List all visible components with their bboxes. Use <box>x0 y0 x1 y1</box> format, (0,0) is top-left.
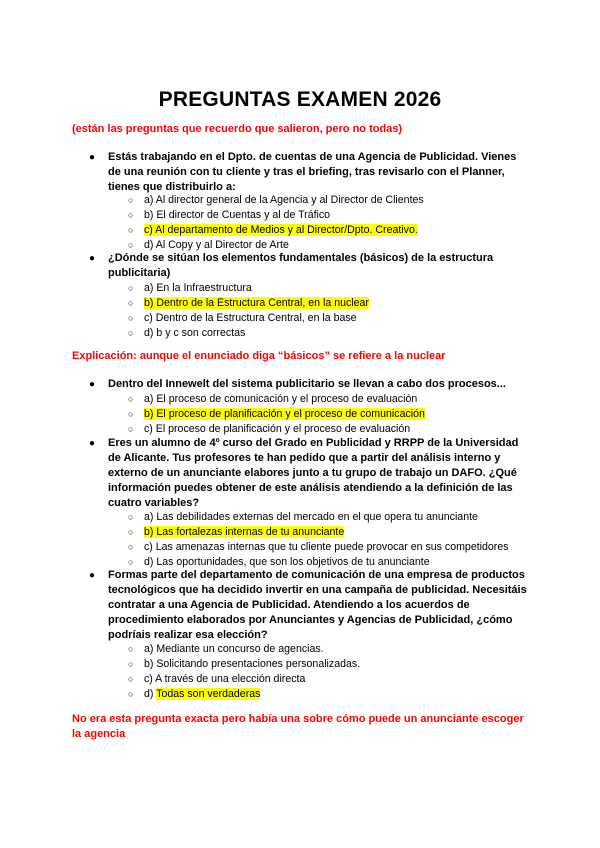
circle-bullet-icon: ○ <box>128 283 134 293</box>
options-3 <box>128 392 544 437</box>
bullet-icon: ● <box>89 570 96 581</box>
circle-bullet-icon: ○ <box>128 195 134 205</box>
circle-bullet-icon: ○ <box>128 240 134 250</box>
options-2 <box>128 281 544 341</box>
options-4 <box>128 510 544 570</box>
option: ○ b) Solicitando presentaciones personalizadas. <box>128 658 361 670</box>
option: ○ a) Mediante un concurso de agencias. <box>128 643 324 655</box>
options-1 <box>128 193 544 253</box>
circle-bullet-icon: ○ <box>128 424 134 434</box>
circle-bullet-icon: ○ <box>128 527 134 537</box>
option: ○ a) Las debilidades externas del mercado en el que opera tu anunciante <box>128 511 478 523</box>
option-highlighted <box>128 407 544 422</box>
circle-bullet-icon: ○ <box>128 328 134 338</box>
circle-bullet-icon: ○ <box>128 689 134 699</box>
question-4 <box>89 436 528 511</box>
question-text: Eres un alumno de 4º curso del Grado en Publicidad y RRPP de la Universidad de Alicante. Tus profesores te han pedido que a partir del análisis interno y externo de un anunciante elabores junto a tu grupo de trabajo un DAFO. ¿Qué información puedes obtener de este análisis atendiendo a la definición de las cuatro variables? <box>108 437 519 509</box>
highlighted-answer: b) Las fortalezas internas de tu anunciante <box>144 526 345 538</box>
circle-bullet-icon: ○ <box>128 298 134 308</box>
circle-bullet-icon: ○ <box>128 210 134 220</box>
highlighted-answer: b) Dentro de la Estructura Central, en la nuclear <box>144 297 369 309</box>
explanation-note: Explicación: aunque el enunciado diga “básicos” se refiere a la nuclear <box>72 350 446 362</box>
question-text: Estás trabajando en el Dpto. de cuentas de una Agencia de Publicidad. Vienes de una reunión con tu cliente y tras el briefing, tras revisarlo con el Planner, tienes que distribuirlo a: <box>108 151 517 193</box>
option: ○ a) El proceso de comunicación y el proceso de evaluación <box>128 393 418 405</box>
option: ○ a) En la Infraestructura <box>128 282 252 294</box>
final-note: No era esta pregunta exacta pero había una sobre cómo puede un anunciante escoger la agencia <box>72 713 524 740</box>
circle-bullet-icon: ○ <box>128 644 134 654</box>
intro-note: (están las preguntas que recuerdo que salieron, pero no todas) <box>72 123 403 135</box>
bullet-icon: ● <box>89 152 96 163</box>
option-highlighted: ○ d) Todas son verdaderas <box>128 688 261 700</box>
option: ○ c) Las amenazas internas que tu cliente puede provocar en sus competidores <box>128 541 509 553</box>
question-5 <box>89 568 528 643</box>
question-text: Formas parte del departamento de comunicación de una empresa de productos tecnológicos que ha decidido invertir en una campaña de publicidad. Necesitáis contratar a una Agencia de Publicidad. Atendiendo a los acuerdos de procedimiento elaborados por Anunciantes y Agencias de Publicidad, ¿cómo podríais realizar esa elección? <box>108 569 527 641</box>
option-highlighted <box>128 223 544 238</box>
option: ○ c) A través de una elección directa <box>128 673 306 685</box>
circle-bullet-icon: ○ <box>128 394 134 404</box>
highlighted-answer: c) Al departamento de Medios y al Director/Dpto. Creativo. <box>144 224 418 236</box>
circle-bullet-icon: ○ <box>128 659 134 669</box>
circle-bullet-icon: ○ <box>128 313 134 323</box>
page-title: PREGUNTAS EXAMEN 2026 <box>158 88 442 111</box>
question-1 <box>89 150 528 195</box>
circle-bullet-icon: ○ <box>128 674 134 684</box>
options-5 <box>128 642 544 702</box>
option: ○ c) Dentro de la Estructura Central, en la base <box>128 312 357 324</box>
circle-bullet-icon: ○ <box>128 557 134 567</box>
bullet-icon: ● <box>89 253 96 264</box>
option-highlighted <box>128 296 544 311</box>
option: ○ b) El director de Cuentas y al de Tráfico <box>128 209 331 221</box>
circle-bullet-icon: ○ <box>128 542 134 552</box>
highlighted-answer: b) El proceso de planificación y el proceso de comunicación <box>144 408 425 420</box>
bullet-icon: ● <box>89 379 96 390</box>
circle-bullet-icon: ○ <box>128 409 134 419</box>
option: ○ a) Al director general de la Agencia y al Director de Clientes <box>128 194 424 206</box>
bullet-icon: ● <box>89 438 96 449</box>
option-highlighted <box>128 525 544 540</box>
option: ○ d) Al Copy y al Director de Arte <box>128 239 289 251</box>
circle-bullet-icon: ○ <box>128 512 134 522</box>
question-text: ¿Dónde se sitúan los elementos fundamentales (básicos) de la estructura publicitaria) <box>108 252 494 279</box>
option: ○ d) Las oportunidades, que son los objetivos de tu anunciante <box>128 556 430 568</box>
option: ○ c) El proceso de planificación y el proceso de evaluación <box>128 423 411 435</box>
question-3 <box>89 377 528 392</box>
circle-bullet-icon: ○ <box>128 225 134 235</box>
option: ○ d) b y c son correctas <box>128 327 246 339</box>
question-text: Dentro del Innewelt del sistema publicitario se llevan a cabo dos procesos... <box>108 378 506 390</box>
highlighted-answer: Todas son verdaderas <box>156 688 261 700</box>
question-2 <box>89 251 528 281</box>
